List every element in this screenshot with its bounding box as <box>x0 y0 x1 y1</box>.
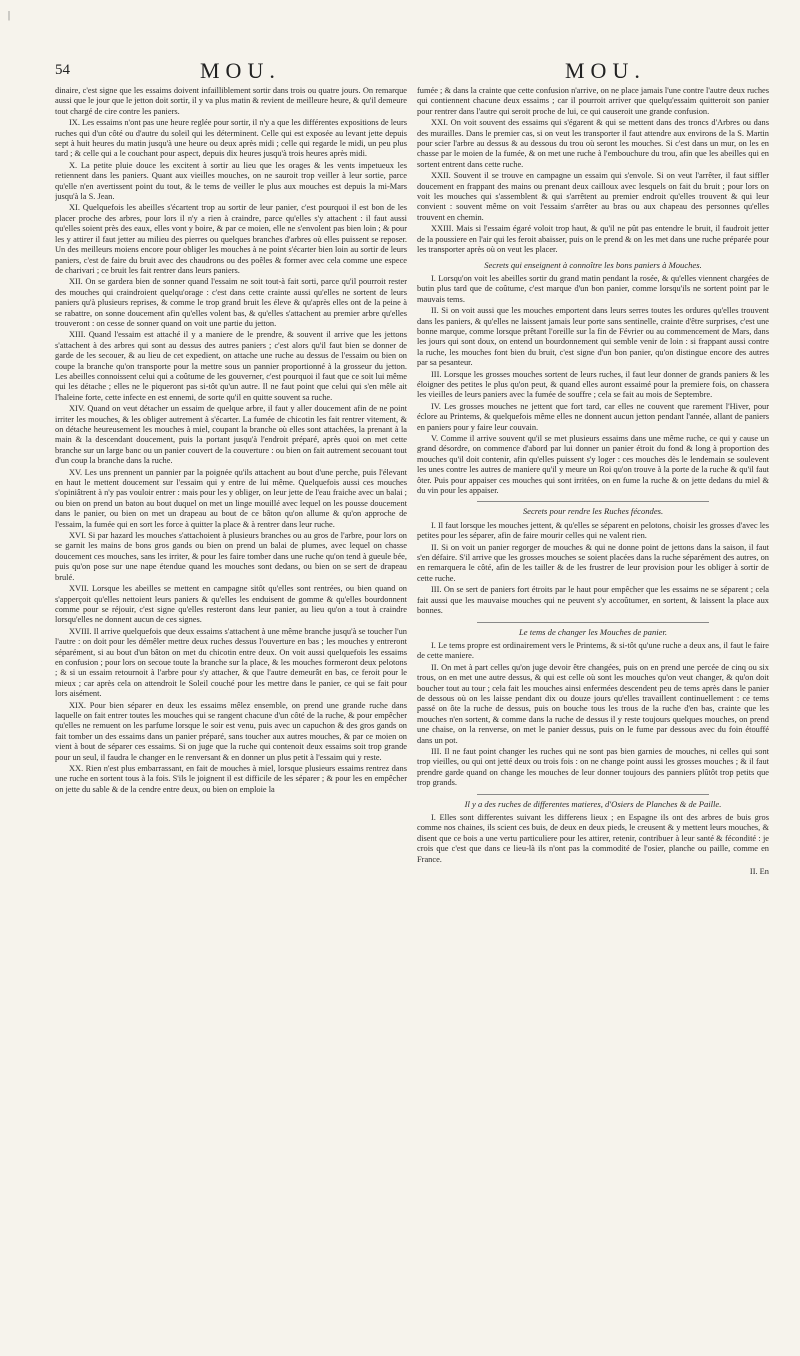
paragraph: fumée ; & dans la crainte que cette confusion n'arrive, on ne place jamais l'une contre l'autre deux ruches qui contiennent chacune deux essaims ; car il pourroit arriver que quelqu'essaim quitteroit son panier pour rentrer dans l'autre qui seroit proche de lui, ce qui causeroit une grande confusion. <box>417 86 769 116</box>
page-number: 54 <box>55 62 70 78</box>
paragraph: II. On met à part celles qu'on juge devoir être changées, puis on en prend une percée de cinq ou six trous, on en met une autre dessus, & qui est celle où sont les mouches qu'on veut changer, & qu'on doit boucher tout au tour ; cela fait les mouches ainsi enfermées descendent peu de tems après dans le panier de dessous où on les laisse pendant dix ou douze jours qu'elles travaillent continuellement : ce tems passé on ôte la ruche de dessus, puis on bouche tous les trous de la ruche d'en bas, crainte que les mouches n'en sortent, & comme dans la ruche de dessus il y reste toujours quelques mouches, on prend une chaise, on la renverse, on met le panier dessus, puis on le fume par dessous avec du foin étouffé dans un pot. <box>417 662 769 745</box>
paragraph: I. Lorsqu'on voit les abeilles sortir du grand matin pendant la rosée, & qu'elles viennent chargées de butin plus tard que de coûtume, c'est marque d'un bon panier, comme lorsqu'ils ne sortent point par le mauvais tems. <box>417 273 769 304</box>
paragraph: III. Lorsque les grosses mouches sortent de leurs ruches, il faut leur donner de grands paniers & les éloigner des petites le plus qu'on peut, & quand elles auront essaimé pour la premiere fois, on chassera les vieilles de leurs paniers avec la fumée de souffre ; cela se fait au mois de Septembre. <box>417 369 769 400</box>
section-divider <box>477 501 709 502</box>
right-text-column <box>417 86 769 1316</box>
section-heading: Le tems de changer les Mouches de panier. <box>519 626 667 637</box>
section-heading: Secrets pour rendre les Ruches fécondes. <box>522 506 664 517</box>
paragraph: XX. Rien n'est plus embarrassant, en fait de mouches à miel, lorsque plusieurs essaims rentrez dans une ruche en sortent tous à la fois. S'ils le joignent il est difficile de les séparer ; & pour les en empêcher on jette du sable & de la cendre entre deux, ou bien on emploie la <box>55 764 407 794</box>
section-heading: Il y a des ruches de differentes matieres, d'Osiers de Planches & de Paille. <box>464 798 722 809</box>
paragraph: XIX. Pour bien séparer en deux les essaims mêlez ensemble, on prend une grande ruche dans laquelle on fait entrer toutes les mouches qui se rangent chacune d'un côté de la ruche, & pour empêcher qu'elles ne remuent on les parfume lorsque le soir est venu, puis avec un capuchon & des gros gands on fait tomber un des essaims dans un panier préparé, sans toucher aux autres mouches, & par ce moien on vient à bout de séparer ces essaims. Si on juge que la ruche qui contenoit deux essaims soit trop grande pour un seul, il faudra le changer en le renversant & en donner un plus petit à l'essaim qui y reste. <box>55 700 407 762</box>
paragraph: IX. Les essaims n'ont pas une heure reglée pour sortir, il n'y a que les différentes expositions de leurs ruches qui d'un côté ou d'autre du soleil qui les déterminent. Celle qui est exposée au levant jette depuis sept à huit heures du matin jusqu'à une heure ou deux après midi ; celle qui regarde le midi, un peu plus tard ; & celle qui a le couchant pour aspect, depuis dix heures jusqu'à trois heures après midi. <box>55 118 407 159</box>
paragraph: XIII. Quand l'essaim est attaché il y a maniere de le prendre, & souvent il arrive que les jettons s'attachent à des arbres qui sont au dessus des autres paniers ; c'est alors qu'il faut bien se donner de garde de les secouer, & au lieu de cet expedient, on attache une ruche au dessus de l'essaim ou bien on coupe la branche qu'on transporte pour la mettre sous un pannier proportionné à la grosseur du jetton. Les abeilles connoissent celui qui a coûtume de les gouverner, c'est pourquoi il faut que ce soit lui même qui les détache ; elles ne le piqueront pas si-tôt qu'un autre. Il ne faut point que celui qui s'en mêle ait l'haleine forte, cette infecte en est ennemi, de sorte qu'il en quitte souvent sa ruche. <box>55 330 407 402</box>
left-text-column <box>55 86 407 1316</box>
paragraph: I. Le tems propre est ordinairement vers le Printems, & si-tôt qu'une ruche a deux ans, il faut le faire de cette maniere. <box>417 640 769 661</box>
catchword: II. En <box>749 867 769 877</box>
paragraph: XI. Quelquefois les abeilles s'écartent trop au sortir de leur panier, c'est pourquoi il est bon de les placer proche des arbres, pour lors il n'y a rien à craindre, parce qu'elles s'y attachent : il faut aussi qu'elles soient près des eaux, elles vont y boire, & par ce moien, elle ne s'envolent pas bien loin ; & pour les y attirer il faut jetter au milieu des pierres ou quelques branches d'arbres où elles puissent se reposer. Un des meilleurs moiens encore pour obliger les mouches à ne point s'écarter bien loin au sortir de leurs paniers, c'est de faire du bruit avec des chaudrons ou des poêles & former avec cela comme une espece de charivari ; ce bruit les fait rentrer dans leurs paniers. <box>55 203 407 275</box>
running-title-right: MOU. <box>565 58 646 83</box>
paragraph: XIV. Quand on veut détacher un essaim de quelque arbre, il faut y aller doucement afin de ne point irriter les mouches, & les obliger autrement à s'écarter. La fumée de chicotin les fait rentrer vitement, & on détache heureusement les mouches à miel, coupant la branche où elles sont attachées, la prenant à la main & la descendant doucement, puis la portant jusqu'à l'endroit préparé, après quoi on met cette branche sur un large banc ou un panier couvert de la couverture : ou bien on fait autrement secouant tout d'un coup la branche dans la ruche. <box>55 404 407 466</box>
paragraph: XVIII. Il arrive quelquefois que deux essaims s'attachent à une même branche jusqu'à se toucher l'un l'autre : on doit pour les démêler mettre deux ruches dessus l'ouverture en bas ; les mouches y entreront séparément, si au bout d'un bâton on met du chicotin entre deux. On voit aussi quelquefois les essaims en confusion ; pour lors on secoue toute la branche sur la place, & les mouches formeront deux pelotons ; & si un essaim retournoit à l'arbre pour s'y attacher, & que l'autre demeurât en bas, ce feroit pour le mieux ; car après cela on attendroit le Soleil couché pour les mettre dans le panier, ce qui se fait pour lors aisément. <box>55 626 407 699</box>
paragraph: dinaire, c'est signe que les essaims doivent infailliblement sortir dans trois ou quatre jours. On remarque aussi que le jour que le jetton doit sortir, il y va plus matin & revient de meilleure heure, & qu'il demeure tout chargé de cire contre les paniers. <box>55 86 407 116</box>
margin-mark: | <box>8 10 11 21</box>
paragraph: II. Si on voit un panier regorger de mouches & qui ne donne point de jettons dans la saison, il faut s'en défaire. S'il arrive que les grosses mouches se soient placées dans la ruche séparément des autres, on en remarquera le côté, afin de les tailler & de les frustrer de leur provision pour les obliger à sortir de cette ruche. <box>417 542 769 583</box>
paragraph: I. Elles sont differentes suivant les differens lieux ; en Espagne ils ont des arbres de buis gros comme nos chaines, ils scient ces buis, de deux en deux pieds, le creusent & y mettent leurs mouches, & disent que ce bois a une vertu particuliere pour les attirer, retenir, contribuer à leur santé & fécondité : je crois que c'est que dans ce lieu-là ils n'ont pas la commodité de l'osier, planche ou paille, comme en France. <box>417 813 769 864</box>
paragraph: XII. On se gardera bien de sonner quand l'essaim ne soit tout-à fait sorti, parce qu'il pourroit rester des mouches qui craindroient quelqu'orage : c'est dans cette crainte aussi qu'elles ne sortent de leurs paniers qu'à plusieurs reprises, & comme le trop grand bruit les éleve & qu'après elles ont de la peine à se rabattre, on sonne doucement afin qu'elles volent bas, & qu'elles s'attachent au premier arbre qu'elles trouveront : on cesse de sonner quand on voit une partie du jetton. <box>55 277 407 328</box>
section-heading: Secrets qui enseignent à connoître les bons paniers à Mouches. <box>484 259 702 270</box>
paragraph: III. Il ne faut point changer les ruches qui ne sont pas bien garnies de mouches, ni celles qui sont trop vieilles, ou qui ont jetté deux ou trois fois : on ne change point aussi les grosses mouches ; & il faut prendre garde quand on change les mouches de leur donner toujours des panniers plûtôt trop petits que trop grands. <box>417 746 769 788</box>
paragraph: X. La petite pluie douce les excitent à sortir au lieu que les orages & les vents impetueux les retiennent dans les paniers. Quant aux vieilles mouches, on ne sauroit trop veiller à leur sortie, parce qu'elle n'en avertissent point du tout, & le tems de veiller le plus aux mouches est depuis la mi-Mars jusqu'à la S. Jean. <box>55 160 407 202</box>
section-divider <box>477 794 709 795</box>
paragraph: I. Il faut lorsque les mouches jettent, & qu'elles se séparent en pelotons, choisir les grosses d'avec les petites pour les séparer, afin de faire mourir celles qui ne valent rien. <box>417 520 769 541</box>
paragraph: III. On se sert de paniers fort étroits par le haut pour empêcher que les essaims ne se séparent ; cela fait aussi que les mauvaise mouches qui ne peuvent s'y accoûtumer, en sortent, & laissent la place aux bonnes. <box>417 585 769 616</box>
paragraph: XVI. Si par hazard les mouches s'attachoient à plusieurs branches ou au gros de l'arbre, pour lors on se garnit les mains de bons gros gands ou bien on prend un balai de plumes, avec lequel on chasse doucement ces mouches, sans les irriter, & pour les faire tomber dans une ruche qu'on tend à gueule bée, puis qu'on pose sur une nape étendue quand les mouches sont dedans, ou bien on se sert de drapeau brulé. <box>55 531 407 582</box>
paragraph: IV. Les grosses mouches ne jettent que fort tard, car elles ne couvent que rarement l'Hiver, pour éclore au Printems, & quelquefois même elles ne donnent aucun jetton pendant l'année, allant de paniers en paniers pour y faire leur couvain. <box>417 401 769 432</box>
paragraph: XXII. Souvent il se trouve en campagne un essaim qui s'envole. Si on veut l'arrêter, il faut siffler doucement en frappant des mains ou prenant deux cailloux avec lesquels on fait du bruit ; pour lors on voit les mouches qui s'assemblent & qui s'arrêtent au premier endroit qu'elles trouvent & qui leur convient : souvent même on voit l'essaim s'arrêter au bras ou aux chapeau des personnes qu'elles trouvent en chemin. <box>417 171 769 222</box>
paragraph: V. Comme il arrive souvent qu'il se met plusieurs essaims dans une même ruche, ce qui y cause un grand désordre, on commence d'abord par lui donner un panier étroit du fond & long à proportion des mouches qu'il doit contenir, afin qu'elles puissent s'y loger : ces mouches dès le lendemain se soulevent les unes contre les autres de maniere qu'il y meure un Roi qu'on trouve à la porte de la ruche & qu'il faut ôter. Puis pour appaiser ces mouches qui sont irritées, on en fume la ruche & on jette dedans du miel & du vin pour les appaiser. <box>417 434 769 496</box>
paragraph: XV. Les uns prennent un pannier par la poignée qu'ils attachent au bout d'une perche, puis l'élevant en haut le mettent doucement sur l'essaim qui y entre de lui même. Quelquefois aussi ces mouches s'opiniâtrent à n'y pas vouloir entrer : mais pour les y obliger, on leur jette de l'eau fraiche avec un balai ; ou bien on prend un baton au bout duquel on met un linge mouillé avec lequel on les pousse doucement dans le panier, ou bien on met un drapeau au bout de ce bâton qu'on allume & qu'on approche de l'essaim, la fumée qui en sort les force à quitter la place & à rentrer dans leur ruche. <box>55 467 407 529</box>
paragraph: XXI. On voit souvent des essaims qui s'égarent & qui se mettent dans des troncs d'Arbres ou dans des murailles. Dans le premier cas, si on veut les transporter il faut attendre aux environs de la S. Martin pour scier l'arbre au dessus & au dessous du trou où seront les mouches. Si c'est dans un mur, on les en chasse par le moien de la fumée, & on met une ruche à l'embouchure du trou, afin que les abeilles qui en sortent entrent dans cette ruche. <box>417 118 769 169</box>
paragraph: XVII. Lorsque les abeilles se mettent en campagne sitôt qu'elles sont rentrées, ou bien quand on s'apperçoit qu'elles nettoient leurs paniers & qu'elles les enduisent de gomme & qu'elles bourdonnent comme pour se réjouir, c'est signe qu'elles resteront dans leur panier, au lieu qu'on a tout à craindre lorsqu'elles ne donnent aucun de ces signes. <box>55 584 407 625</box>
section-divider <box>477 622 709 623</box>
paragraph: XXIII. Mais si l'essaim égaré voloit trop haut, & qu'il ne pût pas entendre le bruit, il faudroit jetter de la poussiere en l'air qui les feroit abaisser, puis on le prend & on les met dans une ruche préparée pour les transporter après où on veut les placer. <box>417 224 769 255</box>
paragraph: II. Si on voit aussi que les mouches emportent dans leurs serres toutes les ordures qu'elles trouvent dans les paniers, & qu'elles ne laissent jamais leur porte sans sentinelle, crainte d'être surprises, c'est une bonne marque, comme lorsque prêtant l'oreille sur la fin de Février ou au commencement de Mars, dans les jours qui sont doux, on entend un bourdonnement qui semble venir de loin : si frappant aussi contre la ruche, les mouches font bien du bruit, c'est signe d'un bon panier, qu'on distingue encore des autres par sa pesanteur. <box>417 306 769 368</box>
running-title-left: MOU. <box>200 58 281 83</box>
page-header <box>55 58 770 84</box>
